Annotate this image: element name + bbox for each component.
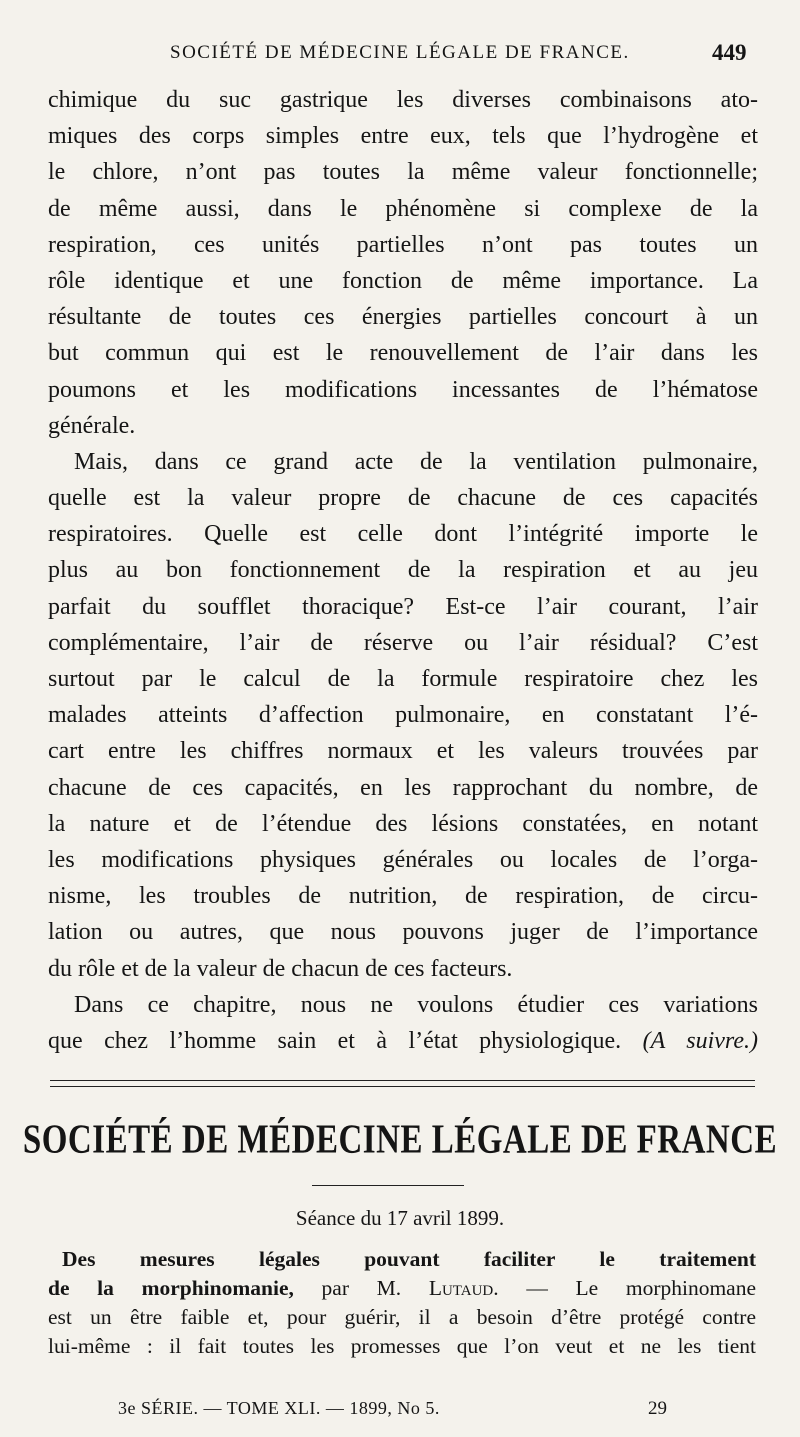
double-rule-bottom: [50, 1086, 755, 1087]
body-line: plus au bon fonctionnement de la respiration et au jeu: [48, 557, 758, 584]
title-rule: [312, 1185, 464, 1186]
signature-number: 29: [648, 1398, 667, 1419]
running-head: [0, 30, 800, 80]
body-line: quelle est la valeur propre de chacune de ces capacités: [48, 485, 758, 512]
body-line: complémentaire, l’air de réserve ou l’air résidual? C’est: [48, 629, 758, 656]
body-line: lation ou autres, que nous pouvons juger de l’importance: [48, 919, 758, 946]
body-line: la nature et de l’étendue des lésions constatées, en notant: [48, 810, 758, 837]
series-info: 3e SÉRIE. — TOME XLI. — 1899, No 5.: [118, 1398, 440, 1418]
article: [48, 1245, 756, 1361]
body-line: les modifications physiques générales ou locales de l’orga-: [48, 846, 758, 873]
running-head-title: SOCIÉTÉ DE MÉDECINE LÉGALE DE FRANCE.: [170, 42, 630, 63]
body-line: le chlore, n’ont pas toutes la même valeur fonctionnelle;: [48, 159, 758, 186]
body-line: rôle identique et une fonction de même importance. La: [48, 267, 758, 294]
body-line: Mais, dans ce grand acte de la ventilation pulmonaire,: [74, 448, 758, 475]
seance-date: Séance du 17 avril 1899.: [295, 1206, 505, 1230]
body-line: respiratoires. Quelle est celle dont l’intégrité importe le: [48, 521, 758, 548]
body-line: du rôle et de la valeur de chacun de ces facteurs.: [48, 955, 513, 982]
a-suivre-note: (A suivre.): [642, 1027, 759, 1054]
body-line: malades atteints d’affection pulmonaire, en constatant l’é-: [48, 702, 758, 729]
body-line-text: que chez l’homme sain et à l’état physiologique.: [48, 1027, 622, 1054]
body-text: [48, 82, 758, 1059]
body-line: Dans ce chapitre, nous ne voulons étudier ces variations: [74, 991, 758, 1018]
body-line-final: [48, 1023, 758, 1059]
body-line: générale.: [48, 412, 136, 439]
body-line: surtout par le calcul de la formule respiratoire chez les: [48, 666, 758, 692]
article-text-line: lui-même : il fait toutes les promesses que l’on veut et ne les tient: [48, 1334, 756, 1358]
body-line: miques des corps simples entre eux, tels que l’hydrogène et: [48, 123, 758, 150]
author-name: Lutaud: [428, 1276, 494, 1300]
body-line: poumons et les modifications incessantes de l’hématose: [48, 376, 758, 403]
signature-line: [0, 1398, 800, 1428]
body-line: cart entre les chiffres normaux et les valeurs trouvées par: [48, 738, 758, 765]
body-line: chacune de ces capacités, en les rapprochant du nombre, de: [48, 774, 758, 801]
body-line: de même aussi, dans le phénomène si complexe de la: [48, 195, 758, 222]
body-line: nisme, les troubles de nutrition, de respiration, de circu-: [48, 883, 758, 910]
body-line: parfait du soufflet thoracique? Est-ce l’air courant, l’air: [48, 593, 758, 620]
article-title-line: Des mesures légales pouvant faciliter le traitement: [62, 1247, 756, 1271]
body-line: résultante de toutes ces énergies partielles concourt à un: [48, 304, 758, 331]
page-number: 449: [712, 40, 747, 65]
article-byline: [48, 1274, 756, 1303]
body-line: but commun qui est le renouvellement de l’air dans les: [48, 340, 758, 367]
double-rule-top: [50, 1080, 755, 1081]
article-title-line: de la morphinomanie,: [48, 1276, 294, 1300]
section-title: SOCIÉTÉ DE MÉDECINE LÉGALE DE FRANCE: [22, 1117, 778, 1163]
byline-prefix: par M.: [293, 1276, 429, 1300]
body-line: respiration, ces unités partielles n’ont pas toutes un: [48, 231, 758, 258]
body-line: chimique du suc gastrique les diverses combinaisons ato-: [48, 87, 758, 113]
article-text: . — Le morphinomane: [493, 1276, 757, 1300]
article-text-line: est un être faible et, pour guérir, il a besoin d’être protégé contre: [48, 1305, 756, 1329]
